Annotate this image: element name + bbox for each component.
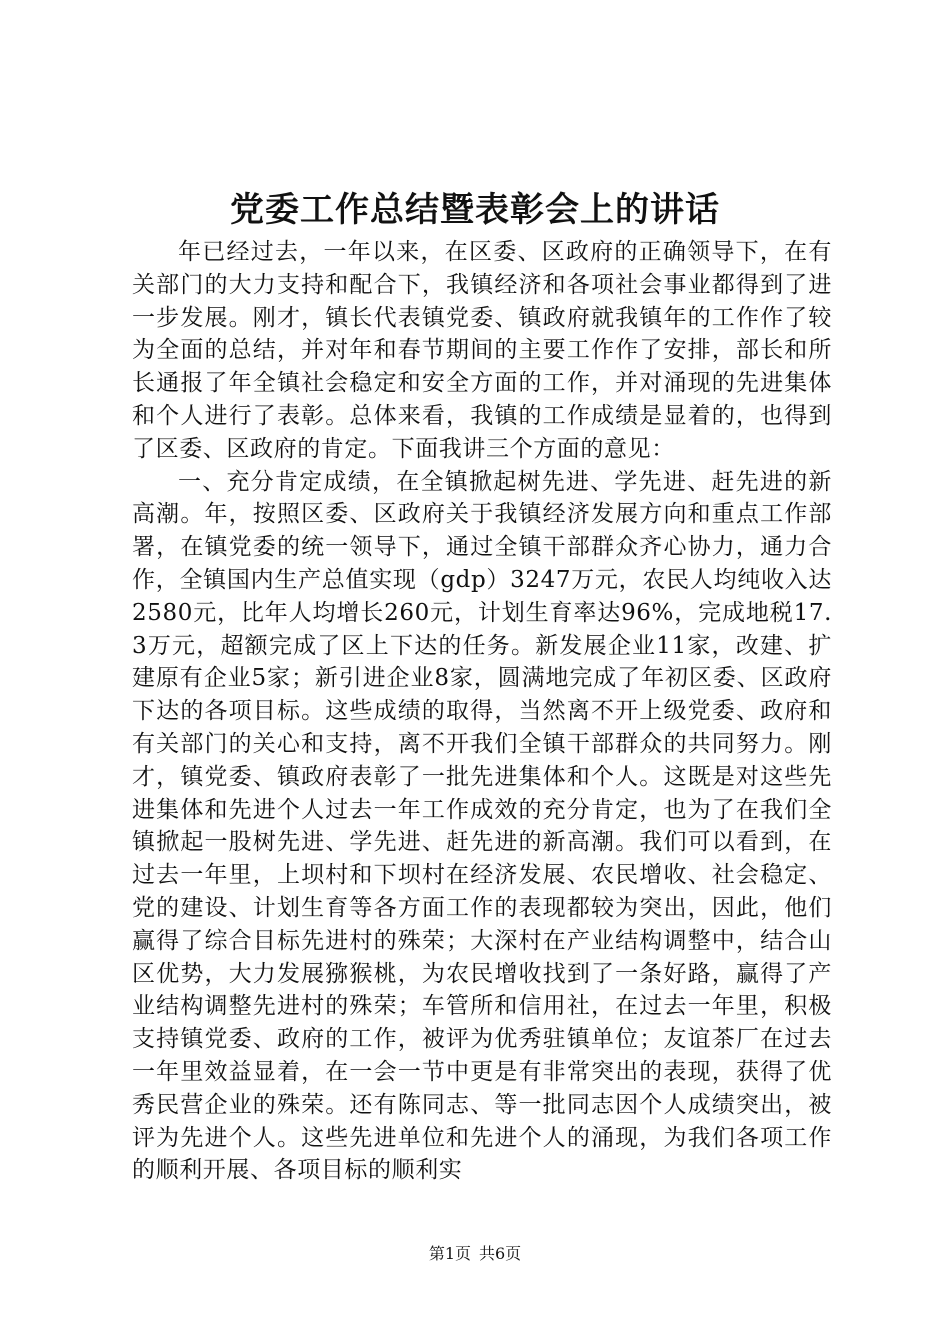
page-number: 第1页: [428, 1244, 471, 1263]
document-body: [132, 236, 832, 1187]
document-title: 党委工作总结暨表彰会上的讲话: [230, 190, 720, 230]
paragraph-section-one: 一、充分肯定成绩，在全镇掀起树先进、学先进、赶先进的新高潮。年，按照区委、区政府关于我镇经济发展方向和重点工作部署，在镇党委的统一领导下，通过全镇干部群众齐心协力，通力合作，全镇国内生产总值实现（gdp）3247万元，农民人均纯收入达2580元，比年人均增长260元，计划生育率达96%，完成地税17.3万元，超额完成了区上下达的任务。新发展企业11家，改建、扩建原有企业5家；新引进企业8家，圆满地完成了年初区委、区政府下达的各项目标。这些成绩的取得，当然离不开上级党委、政府和有关部门的关心和支持，离不开我们全镇干部群众的共同努力。刚才，镇党委、镇政府表彰了一批先进集体和个人。这既是对这些先进集体和先进个人过去一年工作成效的充分肯定，也为了在我们全镇掀起一股树先进、学先进、赶先进的新高潮。我们可以看到，在过去一年里，上坝村和下坝村在经济发展、农民增收、社会稳定、党的建设、计划生育等各方面工作的表现都较为突出，因此，他们赢得了综合目标先进村的殊荣；大深村在产业结构调整中，结合山区优势，大力发展猕猴桃，为农民增收找到了一条好路，赢得了产业结构调整先进村的殊荣；车管所和信用社，在过去一年里，积极支持镇党委、政府的工作，被评为优秀驻镇单位；友谊茶厂在过去一年里效益显着，在一会一节中更是有非常突出的表现，获得了优秀民营企业的殊荣。还有陈同志、等一批同志因个人成绩突出，被评为先进个人。这些先进单位和先进个人的涌现，为我们各项工作的顺利开展、各项目标的顺利实: [132, 468, 832, 1184]
paragraph-intro: 年已经过去，一年以来，在区委、区政府的正确领导下，在有关部门的大力支持和配合下，我镇经济和各项社会事业都得到了进一步发展。刚才，镇长代表镇党委、镇政府就我镇年的工作作了较为全面的总结，并对年和春节期间的主要工作作了安排，部长和所长通报了年全镇社会稳定和安全方面的工作，并对涌现的先进集体和个人进行了表彰。总体来看，我镇的工作成绩是显着的，也得到了区委、区政府的肯定。下面我讲三个方面的意见：: [132, 239, 832, 462]
page-total: 共6页: [479, 1244, 522, 1263]
page-footer: [0, 1242, 950, 1266]
